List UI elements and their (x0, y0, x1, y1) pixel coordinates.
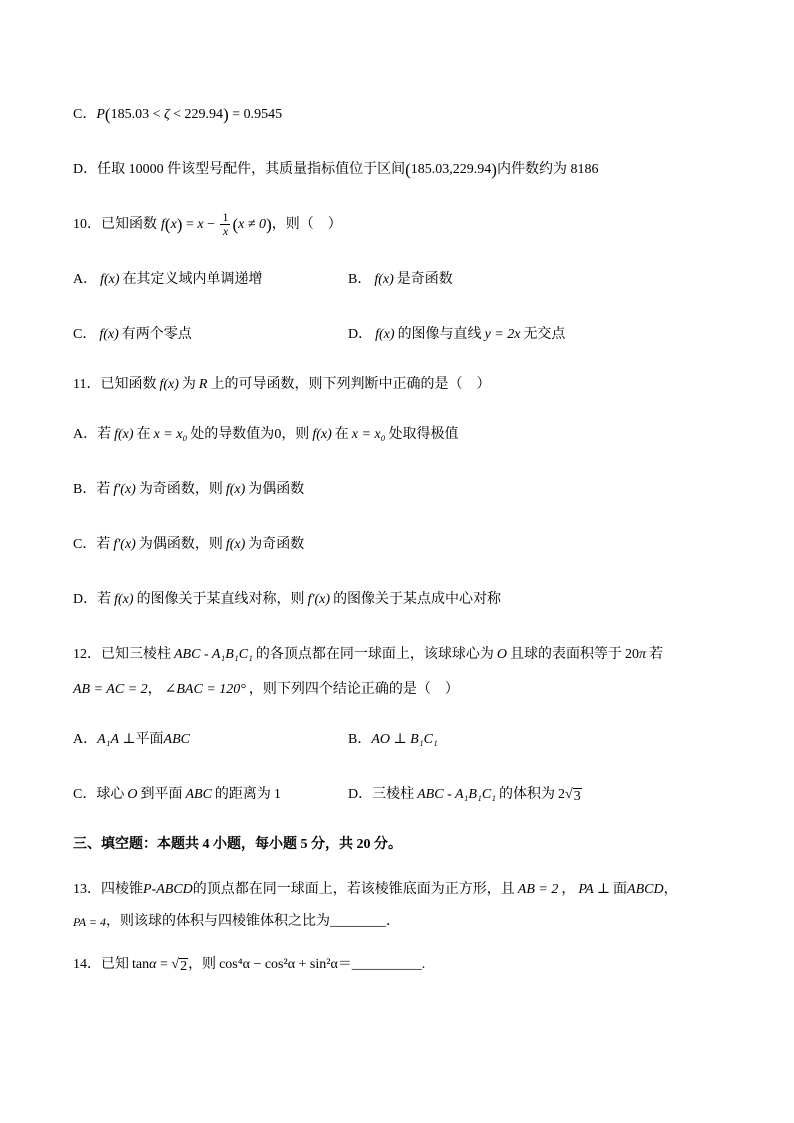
question-11-stem (73, 375, 490, 395)
variable: x (197, 216, 204, 232)
equals-sign: = (182, 216, 198, 232)
prism-name: ABC - A₁B₁C₁ (174, 647, 253, 662)
question-text: 已知函数 (100, 377, 157, 392)
question-text: ， (147, 682, 162, 697)
question-9-option-c (73, 105, 282, 125)
option-text: 的距离为 (214, 787, 271, 802)
option-text: ，则 (281, 427, 310, 442)
question-11-option-b (73, 480, 304, 500)
question-11-option-c (73, 535, 304, 555)
perpendicular-edge: PA ⊥ (578, 882, 611, 897)
question-text: 的各顶点都在同一球面上，该球球心为 (255, 647, 494, 662)
option-text: 平面 (135, 732, 164, 747)
pi-symbol: π (639, 647, 647, 662)
question-12-option-a (73, 730, 190, 750)
question-12-stem-line-2 (73, 680, 459, 700)
square-root-sign: √ (565, 787, 573, 802)
zero-value: 0 (274, 427, 282, 442)
prism-name: ABC - A₁B₁C₁ (417, 787, 497, 802)
option-text: 的图像关于某点成中心对称 (333, 592, 502, 607)
question-10-option-c (73, 325, 192, 345)
variable: x (170, 216, 177, 232)
option-label: D．若 (73, 592, 112, 607)
question-number: 14． (73, 957, 101, 972)
fraction (220, 211, 230, 238)
option-text: 处取得极值 (388, 427, 459, 442)
option-label: D． (348, 327, 373, 342)
question-12-option-b (348, 730, 438, 750)
area-coefficient: 20 (625, 647, 640, 662)
question-12-option-d (348, 785, 582, 805)
left-paren: ( (232, 214, 239, 234)
question-text: ，则（ ） (271, 216, 342, 232)
question-number: 12． (73, 647, 101, 662)
question-9-option-d (73, 160, 598, 180)
point-expression: x = x₀ (153, 427, 188, 442)
plane-name: ABC (185, 787, 212, 802)
function-expression: f(x) (225, 482, 246, 497)
tan-function: tan (132, 957, 150, 972)
option-text: 为奇函数，则 (138, 482, 223, 497)
equals-sign: = (156, 957, 172, 972)
section-heading (73, 835, 402, 855)
perpendicular-relation: AO ⊥ B₁C₁ (371, 732, 438, 747)
question-number: 13． (73, 882, 101, 897)
question-text: ，则该球的体积与四棱锥体积之比为 (106, 914, 330, 929)
equals-sign: ＝ (337, 957, 352, 972)
function-expression: f(x) (114, 592, 134, 607)
option-text: 无交点 (523, 327, 566, 342)
question-text: ，则 (188, 957, 217, 972)
option-text: 的图像关于某直线对称，则 (136, 592, 305, 607)
function-expression: f(x) (374, 272, 394, 287)
domain-condition: x ≠ 0 (238, 216, 267, 232)
right-paren: ) (176, 214, 183, 234)
line-equation: y = 2x (484, 327, 521, 342)
fraction-denominator: x (222, 224, 229, 238)
upper-bound: < 229.94 (169, 107, 224, 122)
derivative-expression: f′(x) (113, 537, 136, 552)
question-10-option-a (73, 270, 263, 290)
option-text: 是奇函数 (396, 272, 453, 287)
option-text: 为偶函数，则 (138, 537, 223, 552)
option-label: A．若 (73, 427, 112, 442)
option-text: 在其定义域内单调递增 (122, 272, 263, 287)
question-text: 若 (649, 647, 664, 662)
question-text: ． (386, 914, 400, 929)
question-text: . (421, 957, 426, 972)
question-text: 的顶点都在同一球面上，若该棱锥底面为正方形，且 (192, 882, 515, 897)
option-text: 的图像与直线 (397, 327, 482, 342)
right-paren: ) (491, 160, 497, 179)
angle-alpha: α (149, 957, 157, 972)
question-11-option-a (73, 425, 459, 445)
option-label: B．若 (73, 482, 111, 497)
question-text: 已知 (101, 957, 129, 972)
question-number: 10． (73, 216, 101, 232)
line-expression: A₁A ⊥ (97, 732, 136, 747)
point-expression: x = x₀ (351, 427, 386, 442)
function-name: f (161, 216, 165, 232)
sphere-center: O (127, 787, 138, 802)
function-expression: f(x) (99, 327, 119, 342)
function-expression: f(x) (225, 537, 246, 552)
question-text: ， (663, 882, 678, 897)
function-expression: f(x) (114, 427, 134, 442)
derivative-expression: f′(x) (307, 592, 331, 607)
real-numbers-symbol: R (198, 377, 208, 392)
plane-name: ABC (163, 732, 190, 747)
question-10-option-b (348, 270, 453, 290)
question-10-option-d (348, 325, 565, 345)
question-text: 且球的表面积等于 (510, 647, 623, 662)
option-text: 处的导数值为 (190, 427, 275, 442)
pyramid-name: P-ABCD (143, 882, 193, 897)
angle-expression: ∠BAC = 120° (164, 682, 246, 697)
right-paren: ) (266, 214, 272, 234)
probability-value: = 0.9545 (228, 107, 283, 122)
option-label: D．三棱柱 (348, 787, 415, 802)
question-11-option-d (73, 590, 501, 610)
question-text: 四棱锥 (101, 882, 143, 897)
distance-value: 1 (273, 787, 281, 802)
side-lengths: AB = AC = 2 (73, 682, 148, 697)
radicand: 2 (180, 958, 188, 974)
option-label: C． (73, 107, 97, 122)
fraction-numerator: 1 (222, 210, 229, 224)
random-variable: ζ (163, 107, 170, 122)
edge-length: PA = 4 (73, 915, 106, 929)
option-label: A． (73, 732, 98, 747)
option-text: 在 (334, 427, 349, 442)
option-text: 有两个零点 (121, 327, 192, 342)
right-paren: ) (223, 105, 229, 124)
option-text: 为奇函数 (248, 537, 305, 552)
option-text: 到平面 (140, 787, 183, 802)
radicand: 3 (573, 788, 581, 804)
question-text: ，则下列四个结论正确的是（ ） (248, 682, 459, 697)
option-label: C．若 (73, 537, 111, 552)
question-12-option-c (73, 785, 281, 805)
question-13-line-2 (73, 912, 400, 932)
option-label: B． (348, 732, 372, 747)
option-text: 在 (136, 427, 151, 442)
question-number: 11． (73, 377, 101, 392)
left-paren: ( (164, 214, 171, 234)
question-text: 面 (613, 882, 628, 897)
question-text: 上的可导函数，则下列判断中正确的是（ ） (210, 377, 491, 392)
option-text: 任取 10000 件该型号配件，其质量指标值位于区间 (97, 162, 406, 177)
volume-coefficient: 2 (558, 787, 566, 802)
option-label: C．球心 (73, 787, 125, 802)
lower-bound: 185.03 < (110, 107, 164, 122)
left-paren: ( (405, 160, 411, 179)
question-text: ， (561, 882, 576, 897)
answer-blank[interactable]: ________ (330, 914, 386, 929)
question-14 (73, 955, 425, 975)
question-text: 已知函数 (101, 216, 157, 232)
option-text: 内件数约为 8186 (496, 162, 599, 177)
function-expression: f(x) (312, 427, 332, 442)
option-text: 的体积为 (499, 787, 556, 802)
sphere-center: O (496, 647, 508, 662)
answer-blank[interactable]: __________ (351, 957, 422, 972)
question-12-stem-line-1 (73, 645, 663, 665)
option-label: D． (73, 162, 98, 177)
square-root-sign: √ (171, 957, 180, 972)
probability-symbol: P (96, 107, 105, 122)
minus-sign: − (203, 216, 219, 232)
side-length: AB = 2 (517, 882, 559, 897)
question-10-stem (73, 211, 342, 238)
trig-expression: cos⁴α − cos²α + sin²α (219, 957, 338, 972)
question-text: 已知三棱柱 (101, 647, 171, 662)
function-expression: f(x) (159, 377, 179, 392)
function-expression: f(x) (100, 272, 120, 287)
question-text: 为 (181, 377, 196, 392)
option-label: C． (73, 327, 97, 342)
question-13-line-1 (73, 880, 678, 900)
function-expression: f(x) (375, 327, 395, 342)
interval: 185.03,229.94 (410, 162, 492, 177)
base-name: ABCD (627, 882, 664, 897)
option-label: A． (73, 272, 98, 287)
left-paren: ( (104, 105, 111, 124)
section-title: 三、填空题：本题共 4 小题，每小题 5 分，共 20 分。 (73, 837, 402, 852)
derivative-expression: f′(x) (113, 482, 136, 497)
option-label: B． (348, 272, 372, 287)
option-text: 为偶函数 (248, 482, 305, 497)
